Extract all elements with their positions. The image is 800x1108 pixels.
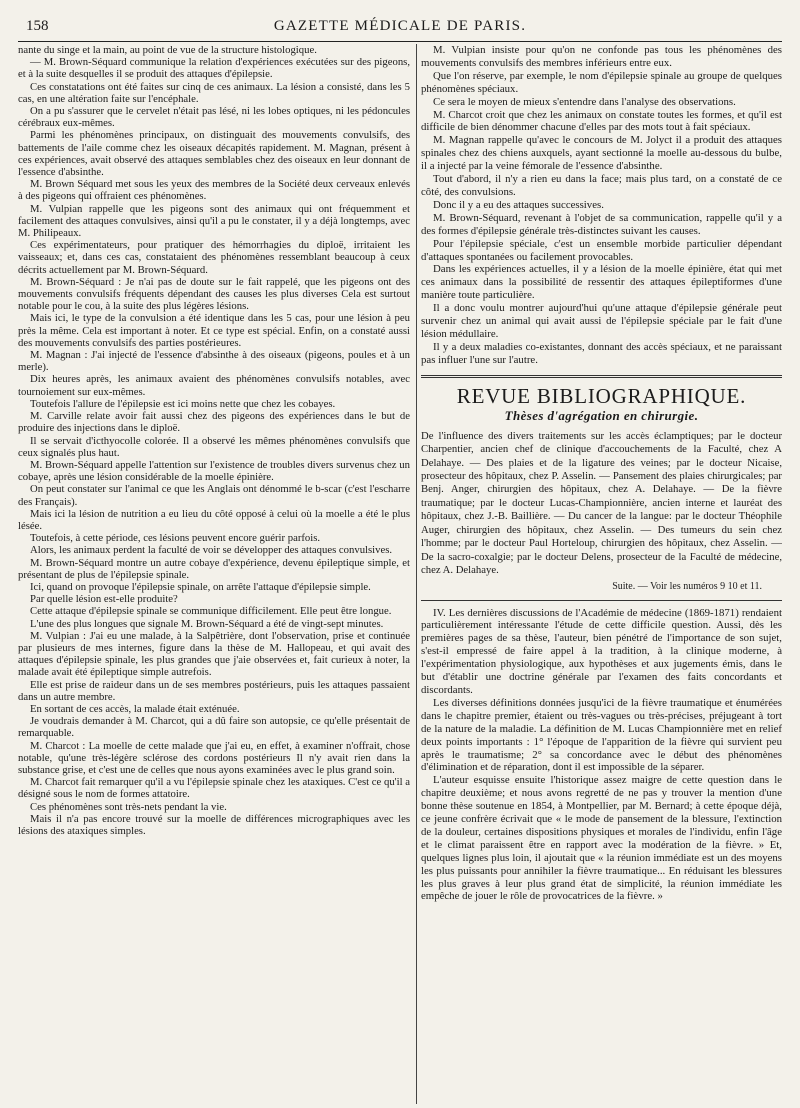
paragraph: M. Magnan : J'ai injecté de l'essence d'absinthe à des oiseaux (pigeons, poules et à un merle). bbox=[18, 349, 410, 374]
paragraph: Les diverses définitions données jusqu'ici de la fièvre traumatique et énumérées dans le chapitre premier, étaient ou très-vagues ou très-précises, préjugeant à tort de la nature de la maladie. La définition de M. Lucas Championnière met en relief deux points importants : 1° l'époque de l'apparition de la fièvre qui survient peu après le traumatisme; 2° sa concordance avec le début des phénomènes d'élimination et de réparation, dont il est impossible de la séparer. bbox=[421, 696, 782, 774]
paragraph: Dans les expériences actuelles, il y a lésion de la moelle épinière, état qui met ces animaux dans la possibilité de ressentir des attaques épileptiformes d'une manière toute particulière. bbox=[421, 263, 782, 302]
paragraph: Je voudrais demander à M. Charcot, qui a dû faire son autopsie, ce qu'elle présentait de remarquable. bbox=[18, 715, 410, 740]
paragraph: M. Brown Séquard met sous les yeux des membres de la Société deux cerveaux enlevés à des pigeons qui offraient ces phénomènes. bbox=[18, 178, 410, 203]
paragraph: On a pu s'assurer que le cervelet n'était pas lésé, ni les lobes optiques, ni les pédoncules cérébraux eux-mêmes. bbox=[18, 105, 410, 130]
paragraph: M. Charcot : La moelle de cette malade que j'ai eu, en effet, à examiner n'offrait, chose notable, qu'une très-légère sclérose des cordons postérieurs Il n'y avait rien dans la substance grise, et c'est une de celles que nous ayons examinées avec le plus grand soin. bbox=[18, 739, 410, 776]
paragraph: M. Magnan rappelle qu'avec le concours de M. Jolyct il a produit des attaques spinales chez des chiens auxquels, ayant sectionné la moelle au-dessous du bulbe, il a injecté par la veine fémorale de l'essence d'absinthe. bbox=[421, 134, 782, 173]
paragraph: Donc il y a eu des attaques successives. bbox=[433, 198, 604, 211]
revue-title: REVUE BIBLIOGRAPHIQUE. bbox=[456, 383, 747, 408]
paragraph: Elle est prise de raideur dans un de ses membres postérieurs, puis les attaques passaient dans un autre membre. bbox=[18, 678, 410, 703]
paragraph: Il a donc voulu montrer aujourd'hui qu'une attaque d'épilepsie générale peut survenir chez un animal qui avait aussi de l'épilepsie spéciale par le fait d'une lésion médullaire. bbox=[421, 302, 782, 340]
paragraph: M. Carville relate avoir fait aussi chez des pigeons des expériences dans le but de produire des injections dans le diploë. bbox=[18, 410, 410, 435]
paragraph: Par quelle lésion est-elle produite? bbox=[30, 593, 178, 606]
paragraph: Tout d'abord, il n'y a rien eu dans la face; mais plus tard, on a constaté de ce côté, des convulsions. bbox=[421, 173, 782, 198]
paragraph: L'une des plus longues que signale M. Brown-Séquard a été de vingt-sept minutes. bbox=[30, 617, 384, 630]
paragraph: En sortant de ces accès, la malade était exténuée. bbox=[30, 702, 240, 715]
paragraph: Il y a deux maladies co-existantes, donnant des accès spéciaux, et ne paraissant pas influer l'une sur l'autre. bbox=[421, 340, 782, 366]
revue-subtitle: Thèses d'agrégation en chirurgie. bbox=[504, 407, 699, 423]
short-rule bbox=[421, 600, 782, 601]
paragraph: M. Vulpian : J'ai eu une malade, à la Salpêtrière, dont l'observation, prise et continuée par plusieurs de mes internes, figure dans la thèse de M. Hallopeau, et qui avait des attaques d'épilepsie spinale, les plus grandes que j'aie observées et, fait curieux à noter, la malade avait été épileptique simple autrefois. bbox=[18, 629, 410, 679]
paragraph: M. Brown-Séquard : Je n'ai pas de doute sur le fait rappelé, que les pigeons ont des mouvements convulsifs fréquents dépendant des causes les plus diverses Cela est surtout notable pour le cou, à la suite des plus légères lésions. bbox=[18, 275, 410, 313]
right-column bbox=[421, 44, 782, 1104]
paragraph: Parmi les phénomènes principaux, on distinguait des mouvements convulsifs, des battements de l'aile comme chez les oiseaux décapités rapidement. M. Magnan, présent à ces expériences, avait observé des attaques semblables chez des oiseaux en leur donnant de l'essence d'absinthe. bbox=[18, 129, 410, 179]
bibliography-list: De l'influence des divers traitements sur les accès éclamptiques; par le docteur Charpentier, ancien chef de clinique d'accouchements de la Faculté, chez A Delahaye. — Des plaies et de la ligature des veines; par le docteur Nicaise, prosecteur des hôpitaux, chez P. Asselin. — Pansement des plaies chirurgicales; par Benj. Anger, chirurgien des hôpitaux, chez A. Delahaye. — De la fièvre traumatique; par le docteur Lucas-Championnière, ancien interne et lauréat des hôpitaux, chez J.-B. Baillière. — Du cancer de la langue: par le docteur Théophile Auger, chirurgien des hôpitaux, chez Asselin. — Des tumeurs du sein chez l'homme; par le docteur Paul Horteloup, chirurgien des hôpitaux, chez Asselin. — De la sacro-coxalgie; par le docteur Delens, prosecteur de la Faculté de médecine, chez A. Delahaye. bbox=[421, 429, 782, 576]
paragraph: Il se servait d'icthyocolle colorée. Il a observé les mêmes phénomènes convulsifs que ceux signalés plus haut. bbox=[18, 434, 410, 459]
paragraph: M. Charcot croit que chez les animaux on constate toutes les formes, et qu'il est difficile de bien dénommer chacune d'elles par des mots tout à fait spéciaux. bbox=[421, 108, 782, 134]
paragraph: Toutefois, à cette période, ces lésions peuvent encore guérir parfois. bbox=[30, 532, 321, 545]
paragraph: Mais ici, le type de la convulsion a été identique dans les 5 cas, pour une lésion à peu près la même. Cela est important à noter. Et ce type est spécial. Enfin, on a constaté aussi des mouvements convulsifs des parties postérieures. bbox=[18, 312, 410, 349]
paragraph: IV. Les dernières discussions de l'Académie de médecine (1869-1871) rendaient particulièrement intéressante l'étude de cette difficile question. Aussi, dès les premières pages de sa thèse, l'auteur, bien pénétré de l'importance de son sujet, s'est-il empressé de faire appel à la tradition, à la clinique moderne, à l'expérimentation physiologique, aux hypothèses et aux jugements émis, dans le but d'établir une doctrine générale par l'examen des faits concordants et discordants. bbox=[421, 606, 782, 696]
paragraph: M. Vulpian insiste pour qu'on ne confonde pas tous les phénomènes des mouvements convulsifs des membres inférieurs entre eux. bbox=[421, 44, 782, 69]
journal-title: GAZETTE MÉDICALE DE PARIS. bbox=[273, 18, 527, 34]
paragraph: Mais il n'a pas encore trouvé sur la moelle de différences micrographiques avec les lésions des ataxiques simples. bbox=[18, 812, 410, 837]
paragraph: Mais ici la lésion de nutrition a eu lieu du côté opposé à celui où la moelle a été le plus lésée. bbox=[18, 507, 410, 532]
paragraph: Ces expérimentateurs, pour pratiquer des hémorrhagies du diploë, irritaient les vaisseaux; et, dans ces cas, constataient des phénomènes ressemblant beaucoup à ceux décrits actuellement par M. Brown-Séquard. bbox=[18, 239, 410, 276]
paragraph: Dix heures après, les animaux avaient des phénomènes convulsifs notables, avec tournoiement sur eux-mêmes. bbox=[18, 373, 410, 398]
revue-body bbox=[421, 607, 782, 904]
paragraph: M. Brown-Séquard, revenant à l'objet de sa communication, rappelle qu'il y a des formes d'épilepsie générale très-distinctes suivant les causes. bbox=[421, 211, 782, 237]
paragraph: M. Brown-Séquard appelle l'attention sur l'existence de troubles divers survenus chez un cobaye, après une lésion considérable de la moelle épinière. bbox=[18, 458, 410, 484]
columns bbox=[18, 44, 782, 1104]
paragraph: nante du singe et la main, au point de vue de la structure histologique. bbox=[18, 44, 317, 56]
paragraph: Cette attaque d'épilepsie spinale se communique difficilement. Elle peut être longue. bbox=[30, 605, 392, 618]
paragraph: Que l'on réserve, par exemple, le nom d'épilepsie spinale au groupe de quelques phénomènes spéciaux. bbox=[421, 69, 782, 95]
paragraph: M. Brown-Séquard montre un autre cobaye d'expérience, devenu épileptique simple, et présentant de plus de l'épilepsie spinale. bbox=[18, 556, 410, 581]
paragraph: M. Charcot fait remarquer qu'il a vu l'épilepsie spinale chez les ataxiques. C'est ce qu'il a désigné sous le nom de formes attatoire. bbox=[18, 776, 410, 801]
paragraph: Toutefois l'allure de l'épilepsie est ici moins nette que chez les cobayes. bbox=[30, 397, 336, 410]
paragraph: Ces phénomènes sont très-nets pendant la vie. bbox=[30, 800, 227, 813]
paragraph: Ici, quand on provoque l'épilepsie spinale, on arrête l'attaque d'épilepsie simple. bbox=[30, 580, 371, 593]
section-separator bbox=[421, 375, 782, 378]
paragraph: Ces constatations ont été faites sur cinq de ces animaux. La lésion a consisté, dans les 5 cas, en une altération faite sur l'encéphale. bbox=[18, 80, 410, 105]
paragraph: On peut constater sur l'animal ce que les Anglais ont dénommé le b-scar (c'est l'escharre des Français). bbox=[18, 483, 410, 508]
page-number: 158 bbox=[26, 18, 49, 34]
discussion-continuation bbox=[421, 44, 782, 367]
suite-note: Suite. — Voir les numéros 9 10 et 11. bbox=[612, 581, 762, 593]
left-column bbox=[18, 44, 410, 1104]
paragraph: M. Vulpian rappelle que les pigeons sont des animaux qui ont fréquemment et facilement des attaques convulsives, ainsi qu'il a pu le constater, il y a déjà longtemps, avec M. Philipeaux. bbox=[18, 202, 410, 240]
page-header bbox=[18, 16, 782, 42]
paragraph: Pour l'épilepsie spéciale, c'est un ensemble morbide particulier dépendant d'attaques spontanées ou facilement provocables. bbox=[421, 237, 782, 263]
paragraph: Ce sera le moyen de mieux s'entendre dans l'analyse des observations. bbox=[433, 95, 736, 108]
paragraph: — M. Brown-Séquard communique la relation d'expériences exécutées sur des pigeons, et à la suite desquelles il se produit des attaques d'épilepsie. bbox=[18, 56, 410, 81]
paragraph: L'auteur esquisse ensuite l'historique assez maigre de cette question dans le chapitre deuxième; et nous avons regretté de ne pas y trouver la mention d'une bonne thèse soutenue en 1854, à Montpellier, par M. Bernard; à cette époque déjà, ce jeune confrère écrivait que « le mode de pansement de la blessure, l'extinction de la douleur, certaines dispositions physiques et morales de l'individu, enfin l'âge et le climat paraissent être en rapport avec la modération de la fièvre. » Et, quelques lignes plus loin, il ajoutait que « la réunion immédiate est un des moyens les plus puissants pour annihiler la fièvre traumatique... En réduisant les blessures les plus graves à leur plus grand état de simplicité, la réunion immédiate les empêche de jouer le rôle de provocatrices de la fièvre. » bbox=[421, 774, 782, 903]
paragraph: Alors, les animaux perdent la faculté de voir se développer des attaques convulsives. bbox=[30, 544, 393, 557]
